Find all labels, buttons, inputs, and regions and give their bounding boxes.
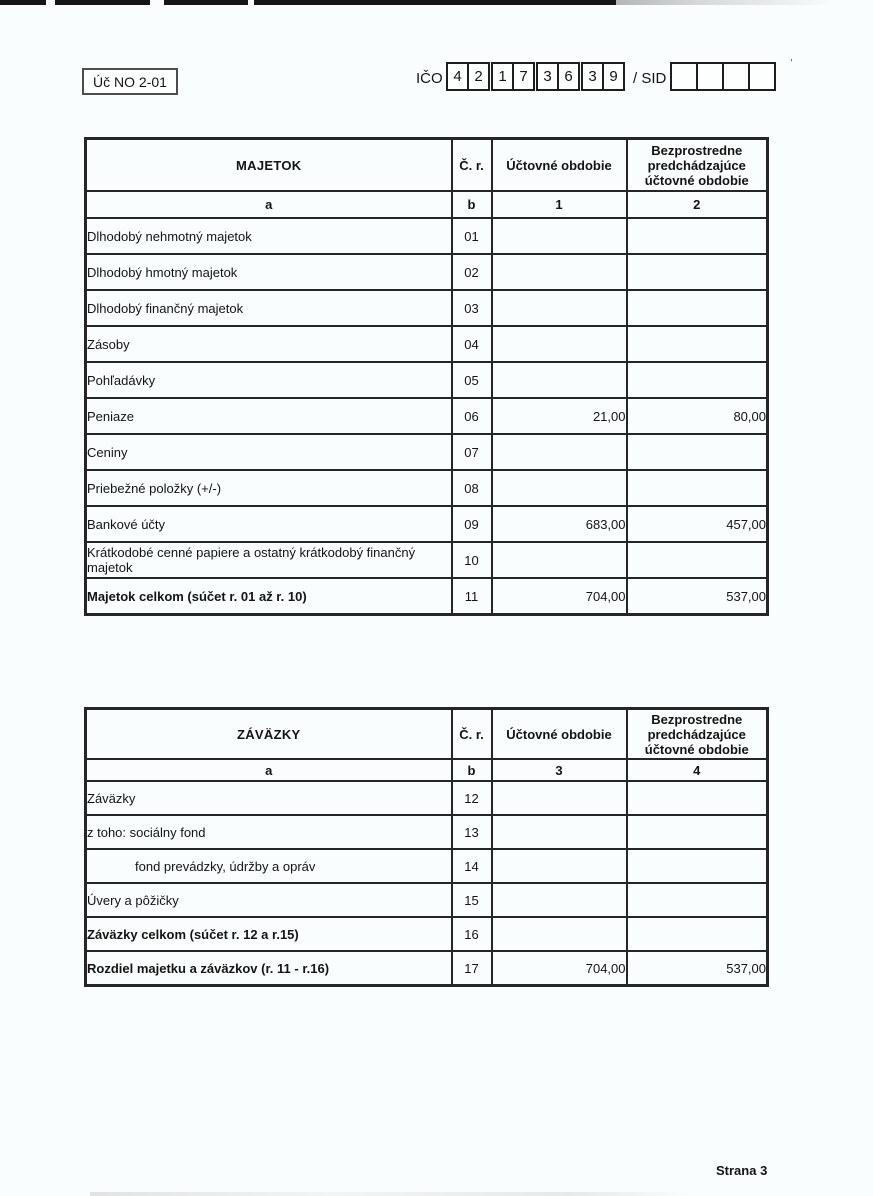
ico-digit-cell: 6 [557, 64, 578, 89]
subheader-3: 3 [492, 759, 627, 781]
subheader-b: b [452, 759, 492, 781]
assets-col-row-number: Č. r. [452, 139, 492, 192]
previous-period-value [627, 781, 768, 815]
assets-table [84, 137, 769, 616]
liabilities-table [84, 707, 769, 987]
form-code-label: Úč NO 2-01 [93, 73, 167, 90]
sid-cell [696, 64, 722, 89]
current-period-value [492, 470, 627, 506]
row-number: 12 [452, 781, 492, 815]
previous-period-value [627, 917, 768, 951]
ico-digit-cell: 3 [588, 68, 597, 85]
subheader-2: 2 [627, 191, 768, 218]
row-number: 07 [452, 434, 492, 470]
previous-period-value: 537,00 [627, 578, 768, 615]
current-period-value [492, 883, 627, 917]
row-number: 03 [452, 290, 492, 326]
current-period-value [492, 254, 627, 290]
ico-digit-cell: 9 [602, 64, 623, 89]
current-period-value [492, 542, 627, 578]
row-label: Dlhodobý nehmotný majetok [86, 218, 452, 254]
row-label: Záväzky celkom (súčet r. 12 a r.15) [86, 917, 452, 951]
previous-period-value: 537,00 [627, 951, 768, 986]
row-number: 11 [452, 578, 492, 615]
row-label: Dlhodobý hmotný majetok [86, 254, 452, 290]
table-row [86, 434, 768, 470]
previous-period-value [627, 290, 768, 326]
sid-cell [748, 64, 774, 89]
table-row [86, 254, 768, 290]
current-period-value [492, 917, 627, 951]
sid-cell [672, 64, 696, 89]
table-row [86, 883, 768, 917]
previous-period-value [627, 326, 768, 362]
row-number: 14 [452, 849, 492, 883]
current-period-value: 21,00 [492, 398, 627, 434]
liabilities-col-row-number: Č. r. [452, 709, 492, 760]
sid-label: / SID [633, 70, 667, 87]
liabilities-header-row [86, 709, 768, 760]
row-number: 15 [452, 883, 492, 917]
row-number: 05 [452, 362, 492, 398]
row-label: Krátkodobé cenné papiere a ostatný krátkodobý finančný majetok [86, 542, 452, 578]
current-period-value: 683,00 [492, 506, 627, 542]
table-row-total [86, 578, 768, 615]
liabilities-subheader-row [86, 759, 768, 781]
ico-digit-pair [536, 62, 580, 91]
row-label: Majetok celkom (súčet r. 01 až r. 10) [86, 578, 452, 615]
table-row [86, 849, 768, 883]
previous-period-value [627, 849, 768, 883]
row-label: Ceniny [86, 434, 452, 470]
previous-period-value [627, 434, 768, 470]
row-label: Dlhodobý finančný majetok [86, 290, 452, 326]
row-number: 04 [452, 326, 492, 362]
ico-digit-pair [446, 62, 490, 91]
table-row [86, 218, 768, 254]
table-row-total [86, 917, 768, 951]
previous-period-value [627, 362, 768, 398]
previous-period-value [627, 254, 768, 290]
table-row [86, 290, 768, 326]
ico-digit-cell: 4 [453, 68, 462, 85]
current-period-value [492, 362, 627, 398]
table-row [86, 542, 768, 578]
scan-artifact-bottom-strip [90, 1192, 690, 1196]
row-number: 02 [452, 254, 492, 290]
ico-digit-cell: 1 [498, 68, 507, 85]
previous-period-value: 80,00 [627, 398, 768, 434]
current-period-value [492, 815, 627, 849]
row-label: Zásoby [86, 326, 452, 362]
current-period-value [492, 326, 627, 362]
assets-header-row [86, 139, 768, 192]
table-row-total [86, 951, 768, 986]
previous-period-value: 457,00 [627, 506, 768, 542]
scan-artifact-top-strip [0, 0, 873, 5]
current-period-value [492, 434, 627, 470]
current-period-value [492, 290, 627, 326]
sid-cell-boxes [670, 62, 776, 91]
scan-artifact-mark: ‵ [787, 57, 794, 71]
row-number: 08 [452, 470, 492, 506]
page-number: Strana 3 [716, 1163, 768, 1178]
liabilities-col-previous-period: Bezprostredne predchádzajúce účtovné obdobie [627, 709, 768, 760]
current-period-value [492, 218, 627, 254]
ico-label: IČO [416, 70, 443, 87]
current-period-value [492, 849, 627, 883]
sid-cell [722, 64, 748, 89]
form-code-box [82, 68, 178, 95]
current-period-value: 704,00 [492, 578, 627, 615]
current-period-value [492, 781, 627, 815]
liabilities-col-current-period: Účtovné obdobie [492, 709, 627, 760]
ico-digit-pair [491, 62, 535, 91]
row-label: z toho: sociálny fond [86, 815, 452, 849]
ico-digit-cell: 7 [512, 64, 533, 89]
row-number: 01 [452, 218, 492, 254]
subheader-4: 4 [627, 759, 768, 781]
previous-period-value [627, 470, 768, 506]
table-row [86, 398, 768, 434]
table-row [86, 326, 768, 362]
subheader-b: b [452, 191, 492, 218]
row-label: Úvery a pôžičky [86, 883, 452, 917]
row-label: Pohľadávky [86, 362, 452, 398]
ico-digit-cell: 3 [543, 68, 552, 85]
row-label: Peniaze [86, 398, 452, 434]
subheader-a: a [86, 191, 452, 218]
row-label: Bankové účty [86, 506, 452, 542]
assets-col-previous-period: Bezprostredne predchádzajúce účtovné obdobie [627, 139, 768, 192]
table-row [86, 470, 768, 506]
row-number: 13 [452, 815, 492, 849]
assets-subheader-row [86, 191, 768, 218]
previous-period-value [627, 815, 768, 849]
row-number: 16 [452, 917, 492, 951]
ico-digit-cell: 2 [467, 64, 488, 89]
assets-col-current-period: Účtovné obdobie [492, 139, 627, 192]
previous-period-value [627, 883, 768, 917]
ico-digit-pair [581, 62, 625, 91]
subheader-1: 1 [492, 191, 627, 218]
ico-digit-boxes [446, 62, 626, 91]
row-label: Záväzky [86, 781, 452, 815]
row-label: Rozdiel majetku a záväzkov (r. 11 - r.16) [86, 951, 452, 986]
row-number: 10 [452, 542, 492, 578]
liabilities-table-title: ZÁVÄZKY [86, 709, 452, 760]
row-number: 06 [452, 398, 492, 434]
table-row [86, 362, 768, 398]
assets-table-title: MAJETOK [86, 139, 452, 192]
table-row [86, 815, 768, 849]
row-label: Priebežné položky (+/-) [86, 470, 452, 506]
current-period-value: 704,00 [492, 951, 627, 986]
row-number: 09 [452, 506, 492, 542]
previous-period-value [627, 218, 768, 254]
row-number: 17 [452, 951, 492, 986]
table-row [86, 781, 768, 815]
subheader-a: a [86, 759, 452, 781]
row-label: fond prevádzky, údržby a opráv [86, 849, 452, 883]
previous-period-value [627, 542, 768, 578]
table-row [86, 506, 768, 542]
